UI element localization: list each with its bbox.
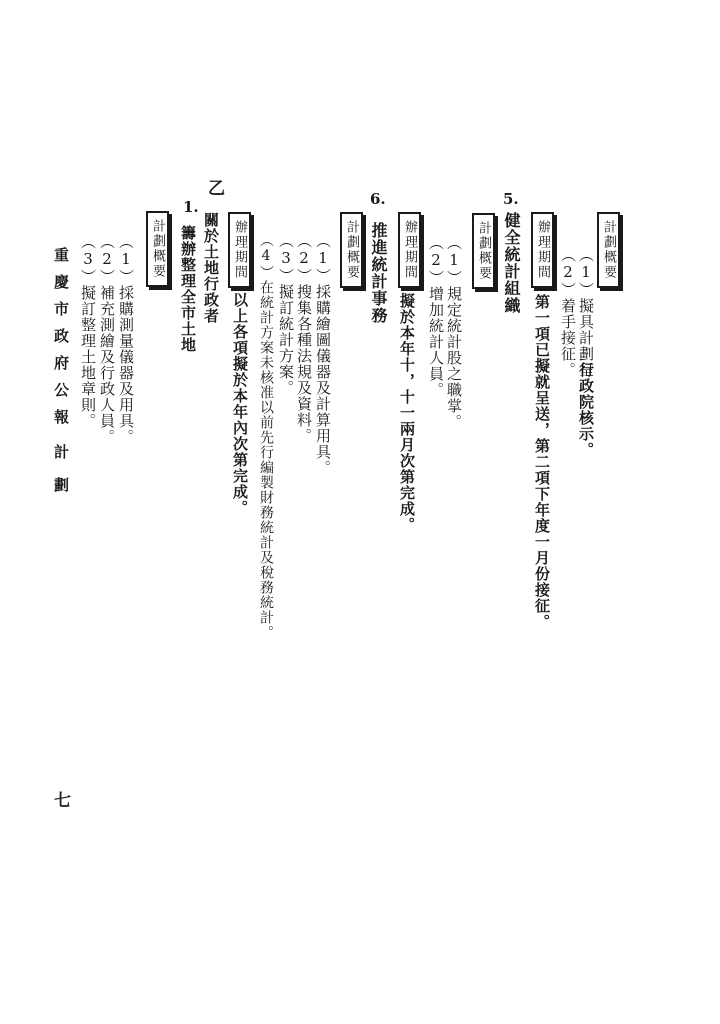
section-6-period-label: 辦理期間 [398, 212, 421, 288]
period-text-5: 第一項已擬就呈送，第二項下年度一月份接征。 [533, 294, 551, 630]
header-char: 府 [54, 354, 70, 372]
section-6-number: 6. [370, 190, 386, 208]
page-number: 七 [54, 791, 71, 811]
section-b-title: 關於土地行政者 [202, 212, 220, 324]
top-item-2: （2）着手接征。 [559, 247, 577, 378]
section-b-sub-title: 籌辦整理全市土地 [179, 225, 197, 353]
header-char: 重 [54, 246, 70, 264]
section-b-period-label: 辦理期間 [228, 212, 251, 288]
section-b-item-1: （1）採購測量儀器及用具。 [117, 234, 135, 445]
section-6-item-3: （3）擬訂統計方案。 [277, 233, 295, 396]
header-char: 報 [54, 408, 70, 426]
header-char-ji: 計 [54, 443, 70, 461]
section-6-item-4: （4）在統計方案未核准以前先行編製財務統計及稅務統計。 [258, 233, 274, 640]
top-item-1: （1）擬具計劃呈 [577, 247, 595, 378]
section-5-title: 健全統計組織 [502, 212, 521, 314]
plan-overview-label: 計劃概要 [597, 212, 620, 288]
section-b-item-3: （3）擬訂整理土地章則。 [79, 234, 97, 429]
section-5-item-1: （1）規定統計股之職掌。 [445, 235, 463, 430]
period-label: 辦理期間 [531, 212, 554, 288]
section-5-item-2: （2）增加統計人員。 [427, 235, 445, 398]
section-b-item-2: （2）補充測繪及行政人員。 [98, 234, 116, 445]
section-5-number: 5. [503, 190, 519, 208]
section-6-title: 推進統計事務 [369, 222, 388, 324]
header-char: 慶 [54, 273, 70, 291]
header-char: 公 [54, 381, 70, 399]
section-b-period-text: 以上各項擬於本年內次第完成。 [231, 292, 249, 516]
top-note: 行政院核示。 [577, 362, 595, 458]
section-b-sub-number: 1. [183, 198, 199, 216]
section-5-overview-label: 計劃概要 [472, 213, 495, 289]
header-char: 市 [54, 300, 70, 318]
section-6-item-2: （2）搜集各種法規及資料。 [295, 233, 313, 444]
section-6-period-text: 擬於本年十，十一兩月次第完成。 [398, 293, 416, 533]
section-6-overview-label: 計劃概要 [340, 212, 363, 288]
section-b-letter: 乙 [204, 179, 224, 197]
section-6-item-1: （1）採購繪圖儀器及計算用具。 [314, 233, 332, 476]
section-b-overview-label: 計劃概要 [146, 211, 169, 287]
header-char-hua: 劃 [54, 476, 70, 494]
header-char: 政 [54, 327, 70, 345]
